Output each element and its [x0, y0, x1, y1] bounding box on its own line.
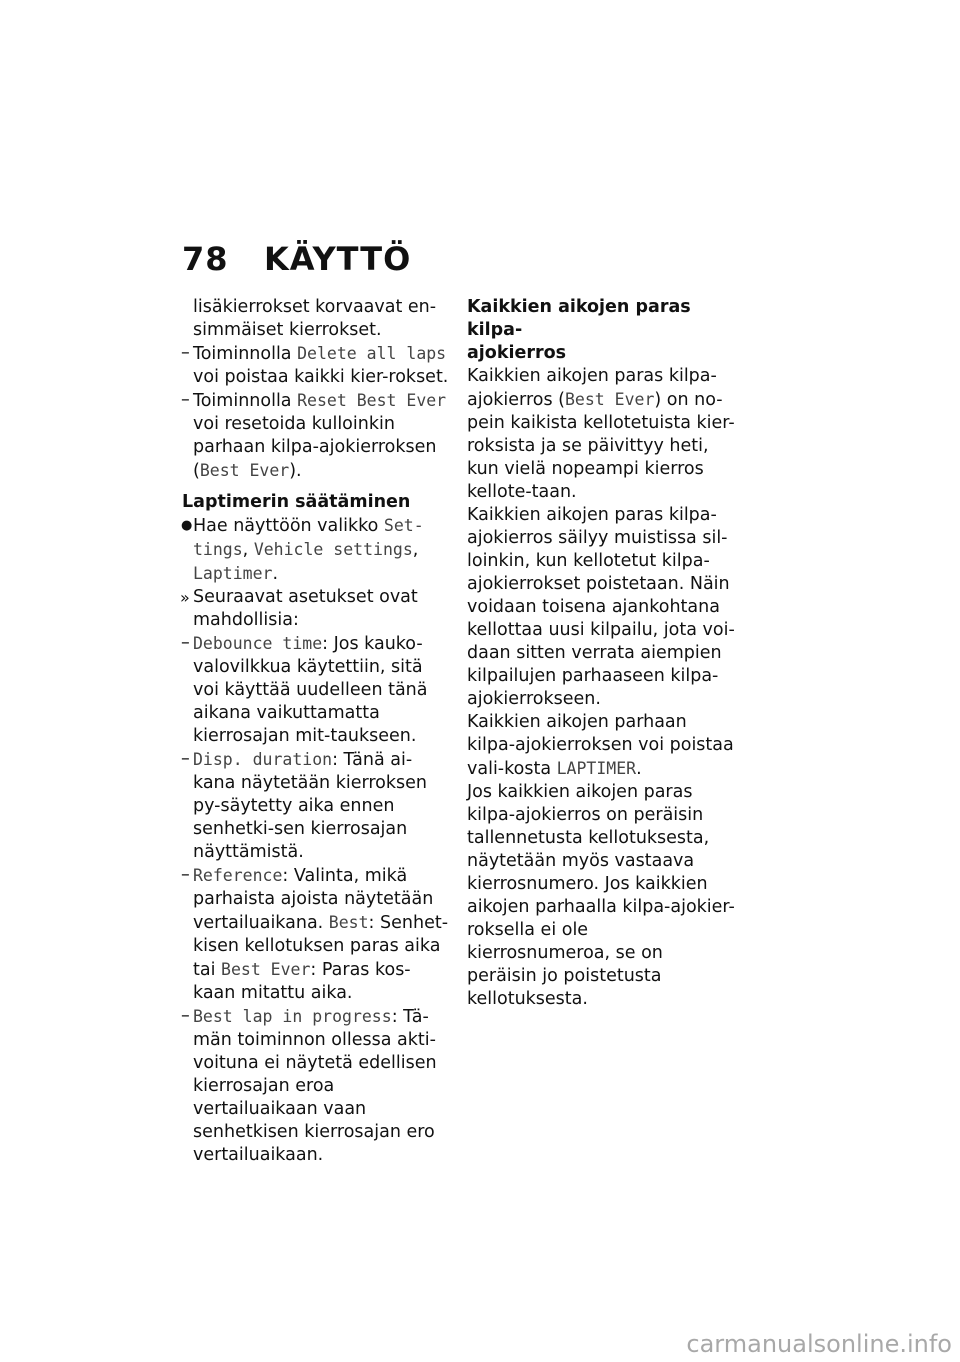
- menu-code: Reset Best Ever: [297, 391, 447, 410]
- dash-marker: –: [181, 749, 190, 769]
- list-item: [182, 514, 450, 586]
- menu-code: Laptimer: [193, 564, 273, 583]
- item-text: ).: [289, 461, 302, 481]
- paragraph: [467, 365, 735, 504]
- dash-marker: –: [181, 390, 190, 410]
- dash-marker: –: [181, 343, 190, 363]
- item-text: : Senhet-kisen kellotuksen paras aika tai: [193, 913, 449, 980]
- page-title: KÄYTTÖ: [264, 240, 412, 278]
- watermark: carmanualsonline.info: [686, 1330, 952, 1358]
- item-text: : Paras kos-kaan mitattu aika.: [193, 960, 411, 1003]
- menu-code: LAPTIMER: [556, 759, 637, 778]
- intro-line-1: lisäkierrokset korvaavat en-: [193, 297, 437, 317]
- intro-text: [182, 296, 450, 342]
- bullet-marker: ●: [181, 518, 193, 533]
- menu-code: Debounce time: [193, 634, 323, 653]
- left-column: [182, 296, 450, 1167]
- list-item: [182, 389, 450, 483]
- intro-line-2: simmäiset kierrokset.: [193, 320, 382, 340]
- menu-code: Best: [328, 913, 369, 932]
- item-text: Toiminnolla: [193, 344, 298, 364]
- menu-code: Best Ever: [564, 390, 655, 409]
- menu-code: Best Ever: [199, 461, 290, 480]
- item-text: : Tänä ai-kana näytetään kierroksen py-säytetty aika ennen senhetki-sen kierrosajan näyttämistä.: [193, 750, 427, 862]
- paragraph-text: .: [636, 759, 642, 779]
- item-text: ,: [242, 540, 254, 560]
- paragraph: Kaikkien aikojen paras kilpa-ajokierros säilyy muistissa sil-loinkin, kun kellotetut kilpa-ajokierrokset poistetaan. Näin voidaan toisena ajankohtana kellottaa uusi kilpailu, jota voi-daan sitten verrata aiempien kilpailujen parhaaseen kilpa-ajokierrokseen.: [467, 505, 735, 709]
- heading-line-1: Kaikkien aikojen paras kilpa-: [467, 297, 691, 340]
- item-text: Toiminnolla: [193, 391, 298, 411]
- dash-marker: –: [181, 1006, 190, 1026]
- list-item: [182, 342, 450, 389]
- menu-code: Disp. duration: [193, 750, 333, 769]
- list-item: [182, 864, 450, 1005]
- menu-code: Best Ever: [221, 960, 311, 979]
- dash-marker: –: [181, 633, 190, 653]
- list-item: [182, 632, 450, 748]
- item-text: : Valinta, mikä parhaista ajoista näytetään vertailuaikana.: [193, 866, 434, 933]
- list-item: [182, 586, 450, 632]
- menu-code: Set-tings: [193, 516, 424, 559]
- section-heading: Laptimerin säätäminen: [182, 492, 411, 512]
- menu-code: Reference: [193, 866, 283, 885]
- paragraph-text: Kaikkien aikojen parhaan kilpa-ajokierroksen voi poistaa vali-kosta: [467, 712, 734, 779]
- menu-code: Delete all laps: [297, 344, 447, 363]
- paragraph: [467, 711, 735, 781]
- page-number: 78: [182, 240, 229, 278]
- list-item: [182, 748, 450, 864]
- item-text: : Tä-män toiminnon ollessa akti-voituna ei näytetä edellisen kierrosajan eroa vertailuaikaan vaan senhetkisen kierrosajan ero vertailuaikaan.: [193, 1007, 437, 1165]
- item-text: .: [272, 564, 279, 584]
- menu-code: Best lap in progress: [193, 1007, 392, 1026]
- paragraph-text: Kaikkien aikojen paras kilpa-ajokierros (: [467, 366, 717, 410]
- item-text: : Jos kauko-valovilkkua käytettiin, sitä voi käyttää uudelleen tänä aikana vaikuttamatta kierrosajan mit-taukseen.: [193, 634, 428, 746]
- paragraph: Jos kaikkien aikojen paras kilpa-ajokierros on peräisin tallennetusta kellotuksesta, näytetään myös vastaava kierrosnumero. Jos kaikkien aikojen parhaalla kilpa-ajokier-roksella ei ole kierrosnumeroa, se on peräisin jo poistetusta kellotuksesta.: [467, 782, 735, 1009]
- menu-code: Vehicle settings: [253, 540, 413, 559]
- section-heading: [467, 296, 735, 365]
- item-text: ,: [412, 540, 419, 560]
- item-text: Hae näyttöön valikko: [193, 516, 384, 536]
- result-arrow-icon: »: [180, 588, 190, 607]
- item-text: voi poistaa kaikki kier-rokset.: [193, 367, 449, 387]
- item-text: Seuraavat asetukset ovat mahdollisia:: [193, 587, 418, 630]
- item-text: voi resetoida kulloinkin parhaan kilpa-ajokierroksen (: [193, 414, 437, 481]
- right-column: [467, 296, 735, 1011]
- paragraph-text: ) on no-pein kaikista kellotetuista kier-roksista ja se päivittyy heti, kun vielä nopeampi kierros kellote-taan.: [467, 390, 735, 502]
- heading-line-2: ajokierros: [467, 343, 567, 363]
- dash-marker: –: [181, 865, 190, 885]
- page-header: [182, 240, 411, 278]
- list-item: [182, 1005, 450, 1167]
